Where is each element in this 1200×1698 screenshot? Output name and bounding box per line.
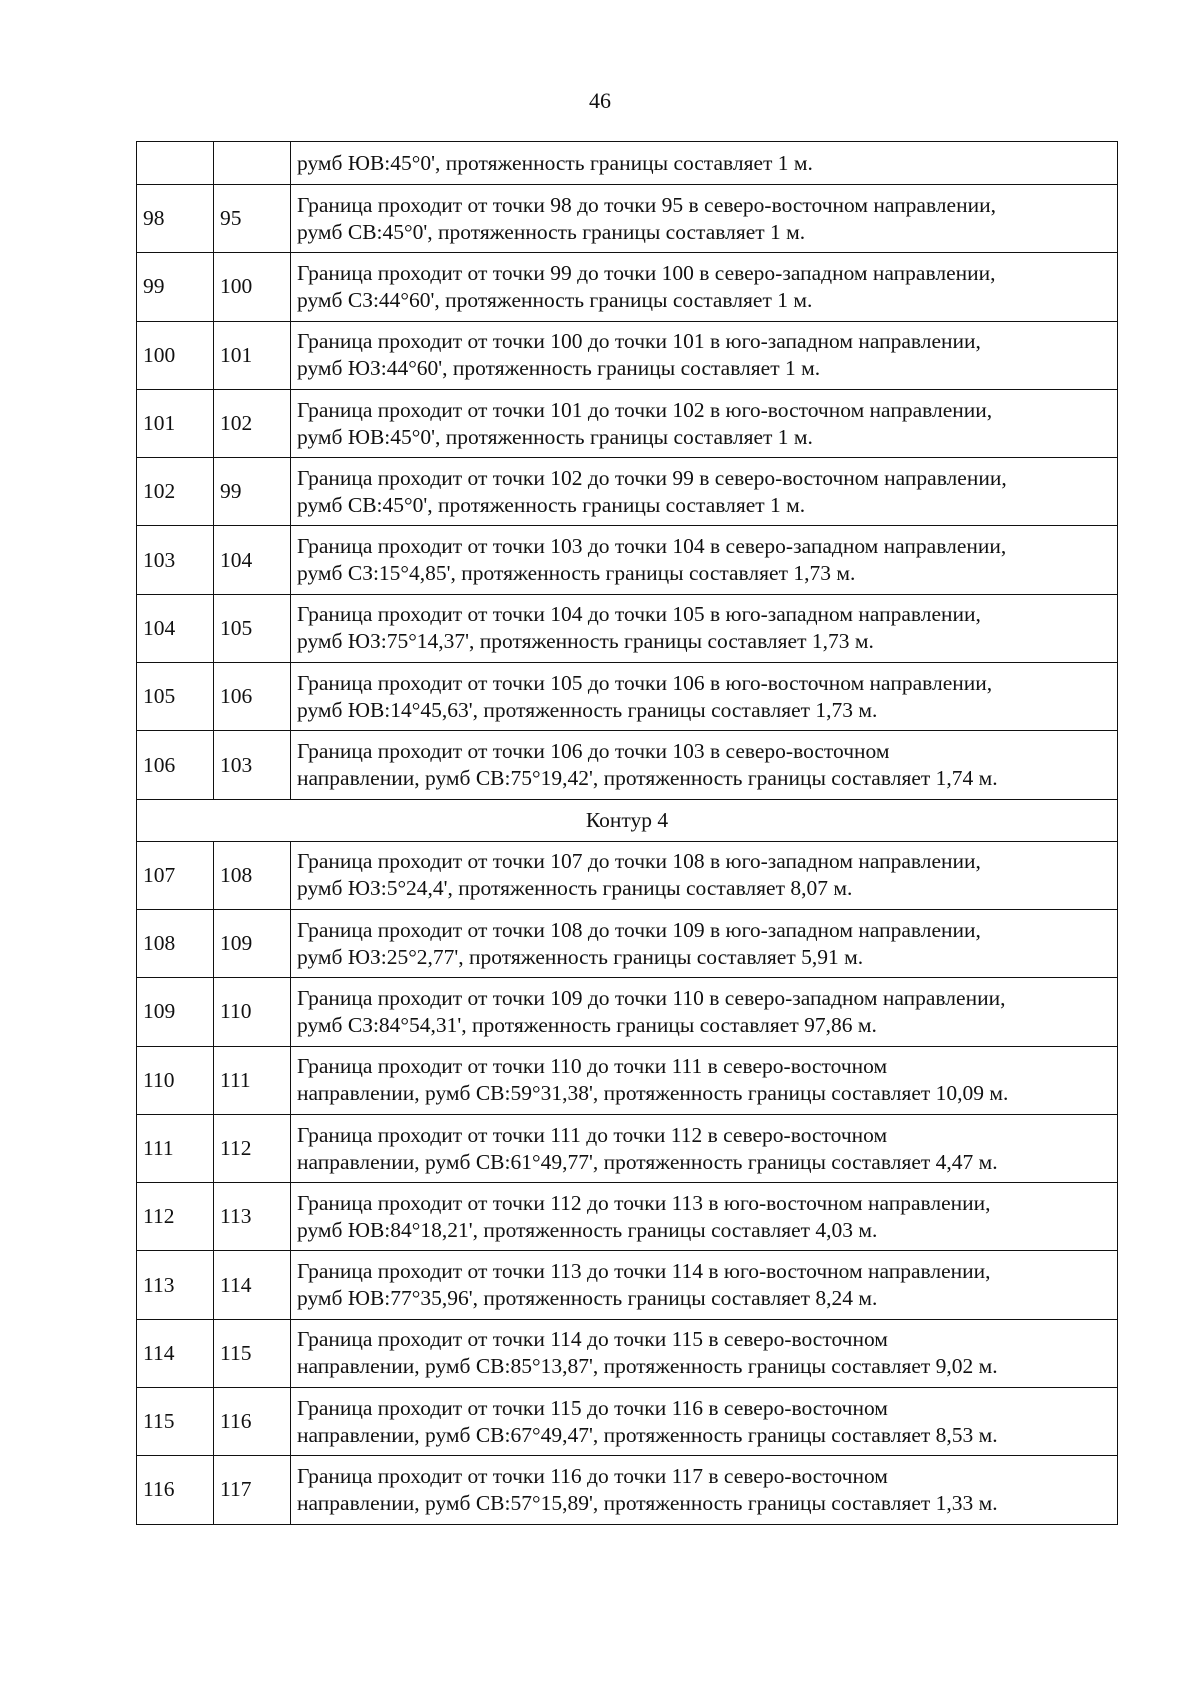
- description-line-1: Граница проходит от точки 108 до точки 109 в юго-западном направлении,: [297, 917, 981, 942]
- description-line-2: румб СВ:45°0', протяженность границы составляет 1 м.: [297, 492, 806, 517]
- point-to-cell: 106: [214, 663, 291, 731]
- description-cell: [291, 1319, 1118, 1387]
- description-line-1: Граница проходит от точки 103 до точки 104 в северо-западном направлении,: [297, 534, 1007, 559]
- table-row: [137, 185, 1118, 253]
- description-cell: [291, 1183, 1118, 1251]
- description-line-2: румб ЮВ:14°45,63', протяженность границы составляет 1,73 м.: [297, 697, 878, 722]
- description-cell: [291, 594, 1118, 662]
- table-row: [137, 1319, 1118, 1387]
- table-row-continuation: [137, 142, 1118, 185]
- description-line-1: Граница проходит от точки 98 до точки 95 в северо-восточном направлении,: [297, 192, 996, 217]
- description-cell: [291, 185, 1118, 253]
- description-cell: [291, 1456, 1118, 1524]
- table-row: [137, 1251, 1118, 1319]
- point-from-cell: 115: [137, 1388, 214, 1456]
- description-line-1: Граница проходит от точки 104 до точки 105 в юго-западном направлении,: [297, 602, 981, 627]
- description-cell: [291, 1046, 1118, 1114]
- point-to-cell: 112: [214, 1114, 291, 1182]
- description-cell: румб ЮВ:45°0', протяженность границы составляет 1 м.: [291, 142, 1118, 185]
- description-line-2: румб ЮЗ:75°14,37', протяженность границы составляет 1,73 м.: [297, 629, 874, 654]
- description-line-1: Граница проходит от точки 101 до точки 102 в юго-восточном направлении,: [297, 397, 993, 422]
- description-line-2: румб ЮВ:84°18,21', протяженность границы составляет 4,03 м.: [297, 1217, 878, 1242]
- description-line-2: направлении, румб СВ:59°31,38', протяженность границы составляет 10,09 м.: [297, 1081, 1009, 1106]
- point-to-cell: 115: [214, 1319, 291, 1387]
- point-from-cell: 109: [137, 978, 214, 1046]
- point-to-cell: 95: [214, 185, 291, 253]
- point-from-cell: 103: [137, 526, 214, 594]
- point-from-cell: 101: [137, 389, 214, 457]
- point-to-cell: 102: [214, 389, 291, 457]
- description-cell: [291, 909, 1118, 977]
- point-from-cell: 112: [137, 1183, 214, 1251]
- description-line-1: Граница проходит от точки 100 до точки 101 в юго-западном направлении,: [297, 329, 981, 354]
- description-line-2: румб ЮЗ:25°2,77', протяженность границы составляет 5,91 м.: [297, 944, 864, 969]
- description-line-2: направлении, румб СВ:57°15,89', протяженность границы составляет 1,33 м.: [297, 1490, 998, 1515]
- table-row: [137, 841, 1118, 909]
- description-line-1: Граница проходит от точки 107 до точки 108 в юго-западном направлении,: [297, 849, 981, 874]
- description-cell: [291, 841, 1118, 909]
- point-from-cell: 106: [137, 731, 214, 799]
- point-from-cell: 105: [137, 663, 214, 731]
- description-cell: [291, 663, 1118, 731]
- point-to-cell: 108: [214, 841, 291, 909]
- contour-header-row: [137, 799, 1118, 841]
- point-from-cell: 111: [137, 1114, 214, 1182]
- description-line-1: Граница проходит от точки 113 до точки 114 в юго-восточном направлении,: [297, 1259, 991, 1284]
- table-row: [137, 1388, 1118, 1456]
- contour-label: Контур 4: [137, 799, 1118, 841]
- description-cell: [291, 389, 1118, 457]
- point-to-cell: 116: [214, 1388, 291, 1456]
- table-row: [137, 458, 1118, 526]
- table-row: [137, 253, 1118, 321]
- point-to-cell: 114: [214, 1251, 291, 1319]
- description-cell: [291, 1114, 1118, 1182]
- description-line-2: румб ЮВ:77°35,96', протяженность границы составляет 8,24 м.: [297, 1286, 878, 1311]
- table-row: [137, 1114, 1118, 1182]
- description-line-1: Граница проходит от точки 114 до точки 115 в северо-восточном: [297, 1327, 888, 1352]
- table-row: [137, 594, 1118, 662]
- description-line-2: румб ЮЗ:44°60', протяженность границы составляет 1 м.: [297, 356, 821, 381]
- point-from-cell: 110: [137, 1046, 214, 1114]
- description-line-1: Граница проходит от точки 110 до точки 111 в северо-восточном: [297, 1054, 888, 1079]
- description-line-2: румб ЮЗ:5°24,4', протяженность границы составляет 8,07 м.: [297, 876, 853, 901]
- point-to-cell: 101: [214, 321, 291, 389]
- description-line-1: Граница проходит от точки 109 до точки 110 в северо-западном направлении,: [297, 985, 1006, 1010]
- description-line-1: Граница проходит от точки 99 до точки 100 в северо-западном направлении,: [297, 260, 996, 285]
- point-from-cell: 107: [137, 841, 214, 909]
- description-line-2: румб СВ:45°0', протяженность границы составляет 1 м.: [297, 219, 806, 244]
- description-cell: [291, 253, 1118, 321]
- boundary-table: [136, 141, 1118, 1525]
- point-from-cell: 116: [137, 1456, 214, 1524]
- point-to-cell: 109: [214, 909, 291, 977]
- point-to-cell: [214, 142, 291, 185]
- point-to-cell: 99: [214, 458, 291, 526]
- point-to-cell: 117: [214, 1456, 291, 1524]
- description-line-1: Граница проходит от точки 116 до точки 117 в северо-восточном: [297, 1463, 888, 1488]
- point-from-cell: 102: [137, 458, 214, 526]
- table-row: [137, 1456, 1118, 1524]
- description-cell: [291, 1251, 1118, 1319]
- description-line-1: Граница проходит от точки 112 до точки 113 в юго-восточном направлении,: [297, 1190, 991, 1215]
- description-line-1: Граница проходит от точки 105 до точки 106 в юго-восточном направлении,: [297, 670, 993, 695]
- boundary-table-body: [137, 142, 1118, 1525]
- table-row: [137, 978, 1118, 1046]
- point-from-cell: 114: [137, 1319, 214, 1387]
- description-line-2: направлении, румб СВ:67°49,47', протяженность границы составляет 8,53 м.: [297, 1422, 998, 1447]
- table-row: [137, 389, 1118, 457]
- description-line-1: Граница проходит от точки 111 до точки 112 в северо-восточном: [297, 1122, 888, 1147]
- description-cell: [291, 526, 1118, 594]
- description-cell: [291, 321, 1118, 389]
- point-from-cell: 99: [137, 253, 214, 321]
- description-line-2: румб ЮВ:45°0', протяженность границы составляет 1 м.: [297, 424, 813, 449]
- point-from-cell: 98: [137, 185, 214, 253]
- description-line-2: направлении, румб СВ:61°49,77', протяженность границы составляет 4,47 м.: [297, 1149, 998, 1174]
- table-row: [137, 663, 1118, 731]
- description-line-2: румб СЗ:84°54,31', протяженность границы составляет 97,86 м.: [297, 1012, 877, 1037]
- point-from-cell: 100: [137, 321, 214, 389]
- description-line-2: румб СЗ:44°60', протяженность границы составляет 1 м.: [297, 287, 813, 312]
- description-line-2: направлении, румб СВ:85°13,87', протяженность границы составляет 9,02 м.: [297, 1354, 998, 1379]
- description-cell: [291, 1388, 1118, 1456]
- description-line-1: Граница проходит от точки 106 до точки 103 в северо-восточном: [297, 739, 890, 764]
- table-row: [137, 1046, 1118, 1114]
- table-row: [137, 909, 1118, 977]
- table-row: [137, 731, 1118, 799]
- description-line-2: направлении, румб СВ:75°19,42', протяженность границы составляет 1,74 м.: [297, 766, 998, 791]
- point-from-cell: 104: [137, 594, 214, 662]
- point-from-cell: 108: [137, 909, 214, 977]
- description-line-1: Граница проходит от точки 102 до точки 99 в северо-восточном направлении,: [297, 465, 1007, 490]
- point-to-cell: 110: [214, 978, 291, 1046]
- description-line-2: румб СЗ:15°4,85', протяженность границы составляет 1,73 м.: [297, 561, 856, 586]
- page-number: 46: [589, 88, 611, 113]
- table-row: [137, 526, 1118, 594]
- point-to-cell: 104: [214, 526, 291, 594]
- point-from-cell: 113: [137, 1251, 214, 1319]
- description-line-1: Граница проходит от точки 115 до точки 116 в северо-восточном: [297, 1395, 888, 1420]
- description-cell: [291, 731, 1118, 799]
- description-cell: [291, 978, 1118, 1046]
- point-to-cell: 100: [214, 253, 291, 321]
- point-to-cell: 113: [214, 1183, 291, 1251]
- point-from-cell: [137, 142, 214, 185]
- table-row: [137, 321, 1118, 389]
- point-to-cell: 111: [214, 1046, 291, 1114]
- point-to-cell: 105: [214, 594, 291, 662]
- table-row: [137, 1183, 1118, 1251]
- description-cell: [291, 458, 1118, 526]
- point-to-cell: 103: [214, 731, 291, 799]
